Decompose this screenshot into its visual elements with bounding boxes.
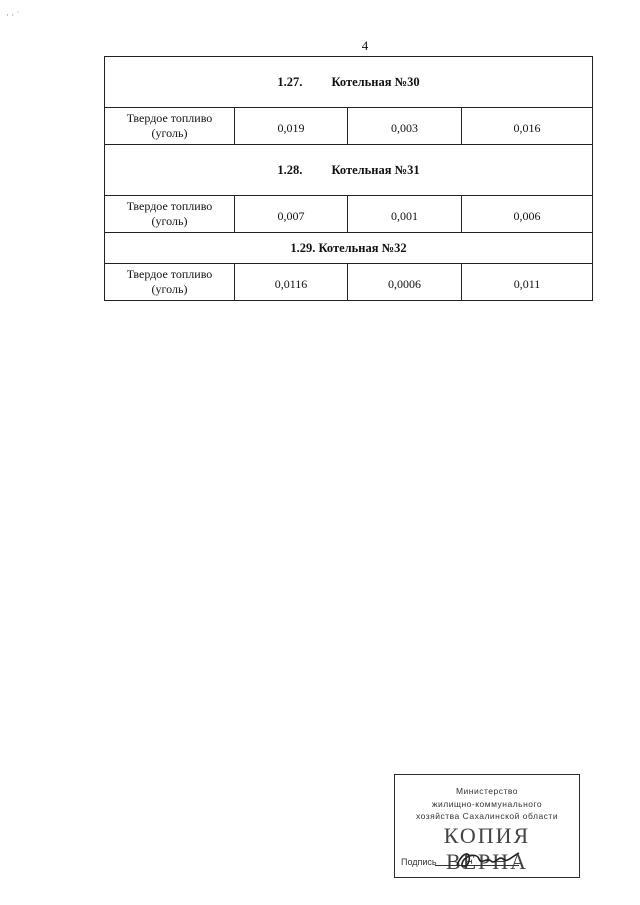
fuel-cell xyxy=(105,264,235,301)
fuel-subtype: (уголь) xyxy=(151,282,188,296)
value: 0,011 xyxy=(513,276,541,291)
value-cell xyxy=(462,196,593,233)
table-row xyxy=(105,264,593,301)
signature-icon xyxy=(453,847,523,873)
stamp-copy-true: КОПИЯ ВЕРНА xyxy=(443,823,531,874)
fuel-type: Твердое топливо xyxy=(126,267,213,281)
certification-stamp xyxy=(394,774,580,878)
value: 0,001 xyxy=(391,208,418,223)
stamp-line: жилищно-коммунального xyxy=(431,799,543,809)
value-cell xyxy=(462,264,593,301)
value-cell xyxy=(235,264,348,301)
section-number: 1.27. xyxy=(277,74,303,89)
page-number: 4 xyxy=(361,38,369,53)
table-row xyxy=(105,108,593,145)
section-title: Котельная №30 xyxy=(331,74,420,89)
stamp-line: Министерство xyxy=(455,786,519,796)
value-cell xyxy=(348,264,462,301)
value-cell xyxy=(348,196,462,233)
value-cell xyxy=(235,108,348,145)
fuel-cell xyxy=(105,196,235,233)
fuel-type: Твердое топливо xyxy=(126,199,213,213)
stamp-line: хозяйства Сахалинской области xyxy=(415,811,559,821)
section-title: 1.29. Котельная №32 xyxy=(105,233,593,264)
fuel-type: Твердое топливо xyxy=(126,111,213,125)
fuel-cell xyxy=(105,108,235,145)
fuel-subtype: (уголь) xyxy=(151,214,188,228)
value: 0,0006 xyxy=(388,276,421,291)
value-cell xyxy=(462,108,593,145)
section-title: Котельная №31 xyxy=(331,162,420,177)
value: 0,003 xyxy=(391,120,418,135)
table-row xyxy=(105,196,593,233)
emissions-table xyxy=(104,56,593,301)
fuel-subtype: (уголь) xyxy=(151,126,188,140)
scan-marks: · · ˙ xyxy=(6,10,20,20)
value: 0,0116 xyxy=(274,276,308,291)
value: 0,007 xyxy=(277,208,305,223)
section-number: 1.28. xyxy=(277,162,303,177)
section-heading xyxy=(105,145,593,196)
value: 0,019 xyxy=(277,120,305,135)
signature-label: Подпись xyxy=(401,857,437,867)
section-heading xyxy=(105,57,593,108)
value-cell xyxy=(348,108,462,145)
value: 0,016 xyxy=(513,120,541,135)
value: 0,006 xyxy=(513,208,541,223)
section-heading xyxy=(105,233,593,264)
value-cell xyxy=(235,196,348,233)
